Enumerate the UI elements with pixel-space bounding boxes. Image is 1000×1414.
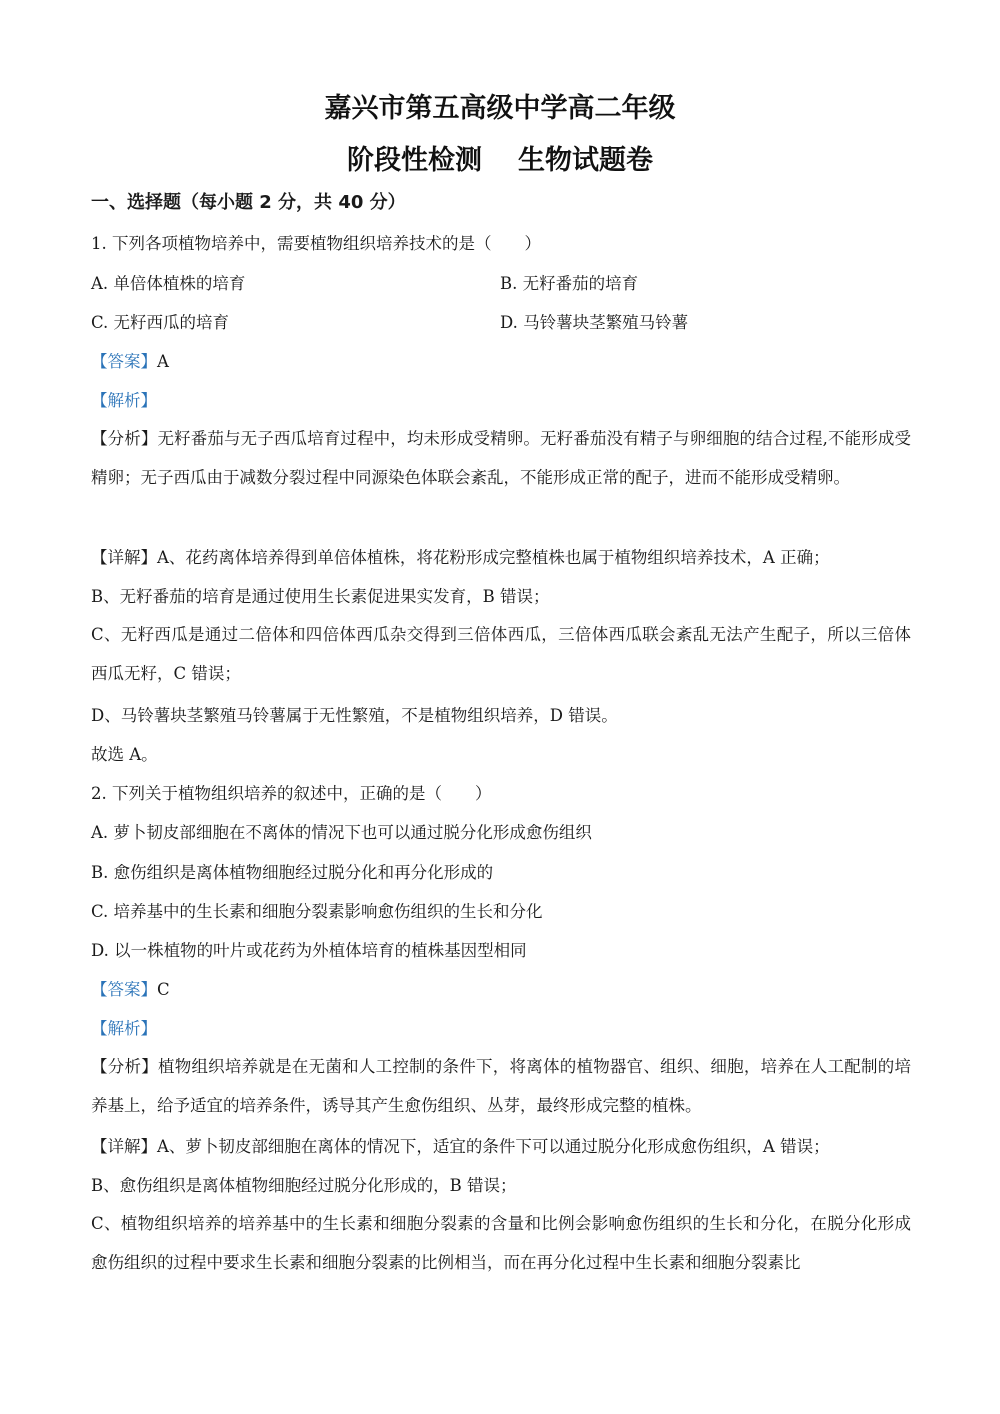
q1-answer-value: A [157,352,169,371]
q1-option-a: A. 单倍体植株的培育 [91,274,246,293]
q1-fenxi [91,419,911,497]
q1-xiangjie-a-text: A、花药离体培养得到单倍体植株，将花粉形成完整植株也属于植物组织培养技术，A 正确； [157,548,830,567]
subtitle-paper-name: 生物试题卷 [518,145,653,176]
xiangjie-tag: 【详解】 [91,548,157,567]
q1-analysis-tag: 【解析】 [91,391,157,410]
answer-tag: 【答案】 [91,980,157,999]
q2-option-a: A. 萝卜韧皮部细胞在不离体的情况下也可以通过脱分化形成愈伤组织 [91,823,592,842]
q1-fenxi-text: 无籽番茄与无子西瓜培育过程中，均未形成受精卵。无籽番茄没有精子与卵细胞的结合过程,不能形成受精卵；无子西瓜由于减数分裂过程中同源染色体联会紊乱，不能形成正常的配子，进而不能形成受精卵。 [91,429,912,487]
q1-xiangjie-a [91,544,830,568]
q1-xiangjie-d: D、马铃薯块茎繁殖马铃薯属于无性繁殖，不是植物组织培养，D 错误。 [91,706,618,725]
q2-answer-value: C [157,980,170,999]
q2-xiangjie-b: B、愈伤组织是离体植物细胞经过脱分化形成的，B 错误； [91,1176,517,1195]
q2-fenxi-text: 植物组织培养就是在无菌和人工控制的条件下，将离体的植物器官、组织、细胞，培养在人工配制的培养基上，给予适宜的培养条件，诱导其产生愈伤组织、丛芽，最终形成完整的植株。 [91,1057,912,1115]
q1-answer [91,348,169,372]
q2-answer [91,976,170,1000]
section-heading: 一、选择题（每小题 2 分，共 40 分） [91,192,406,213]
q1-option-c: C. 无籽西瓜的培育 [91,313,230,332]
q2-option-c: C. 培养基中的生长素和细胞分裂素影响愈伤组织的生长和分化 [91,902,543,921]
q2-stem: 2. 下列关于植物组织培养的叙述中，正确的是（ ） [91,784,492,803]
q2-analysis-tag: 【解析】 [91,1019,157,1038]
q2-xiangjie-a [91,1133,830,1157]
q1-option-b: B. 无籽番茄的培育 [500,274,639,293]
q2-option-d: D. 以一株植物的叶片或花药为外植体培育的植株基因型相同 [91,941,527,960]
fenxi-tag: 【分析】 [91,1057,158,1076]
xiangjie-tag: 【详解】 [91,1137,157,1156]
q1-stem: 1. 下列各项植物培养中，需要植物组织培养技术的是（ ） [91,234,541,253]
q1-conclusion: 故选 A。 [91,745,158,764]
q2-xiangjie-c: C、植物组织培养的培养基中的生长素和细胞分裂素的含量和比例会影响愈伤组织的生长和分化，在脱分化形成愈伤组织的过程中要求生长素和细胞分裂素的比例相当，而在再分化过程中生长素和细胞分裂素比 [91,1214,911,1272]
q2-fenxi [91,1047,911,1125]
q2-option-b: B. 愈伤组织是离体植物细胞经过脱分化和再分化形成的 [91,863,494,882]
subtitle-test-name: 阶段性检测 [347,145,482,176]
page-subtitle [0,138,1000,177]
q1-xiangjie-b: B、无籽番茄的培育是通过使用生长素促进果实发育，B 错误； [91,587,550,606]
q1-xiangjie-c: C、无籽西瓜是通过二倍体和四倍体西瓜杂交得到三倍体西瓜，三倍体西瓜联会紊乱无法产生配子，所以三倍体西瓜无籽，C 错误； [91,625,911,683]
fenxi-tag: 【分析】 [91,429,158,448]
answer-tag: 【答案】 [91,352,157,371]
q1-option-d: D. 马铃薯块茎繁殖马铃薯 [500,313,689,332]
q2-xiangjie-a-text: A、萝卜韧皮部细胞在离体的情况下，适宜的条件下可以通过脱分化形成愈伤组织，A 错误； [157,1137,830,1156]
page-title: 嘉兴市第五高级中学高二年级 [324,93,676,124]
